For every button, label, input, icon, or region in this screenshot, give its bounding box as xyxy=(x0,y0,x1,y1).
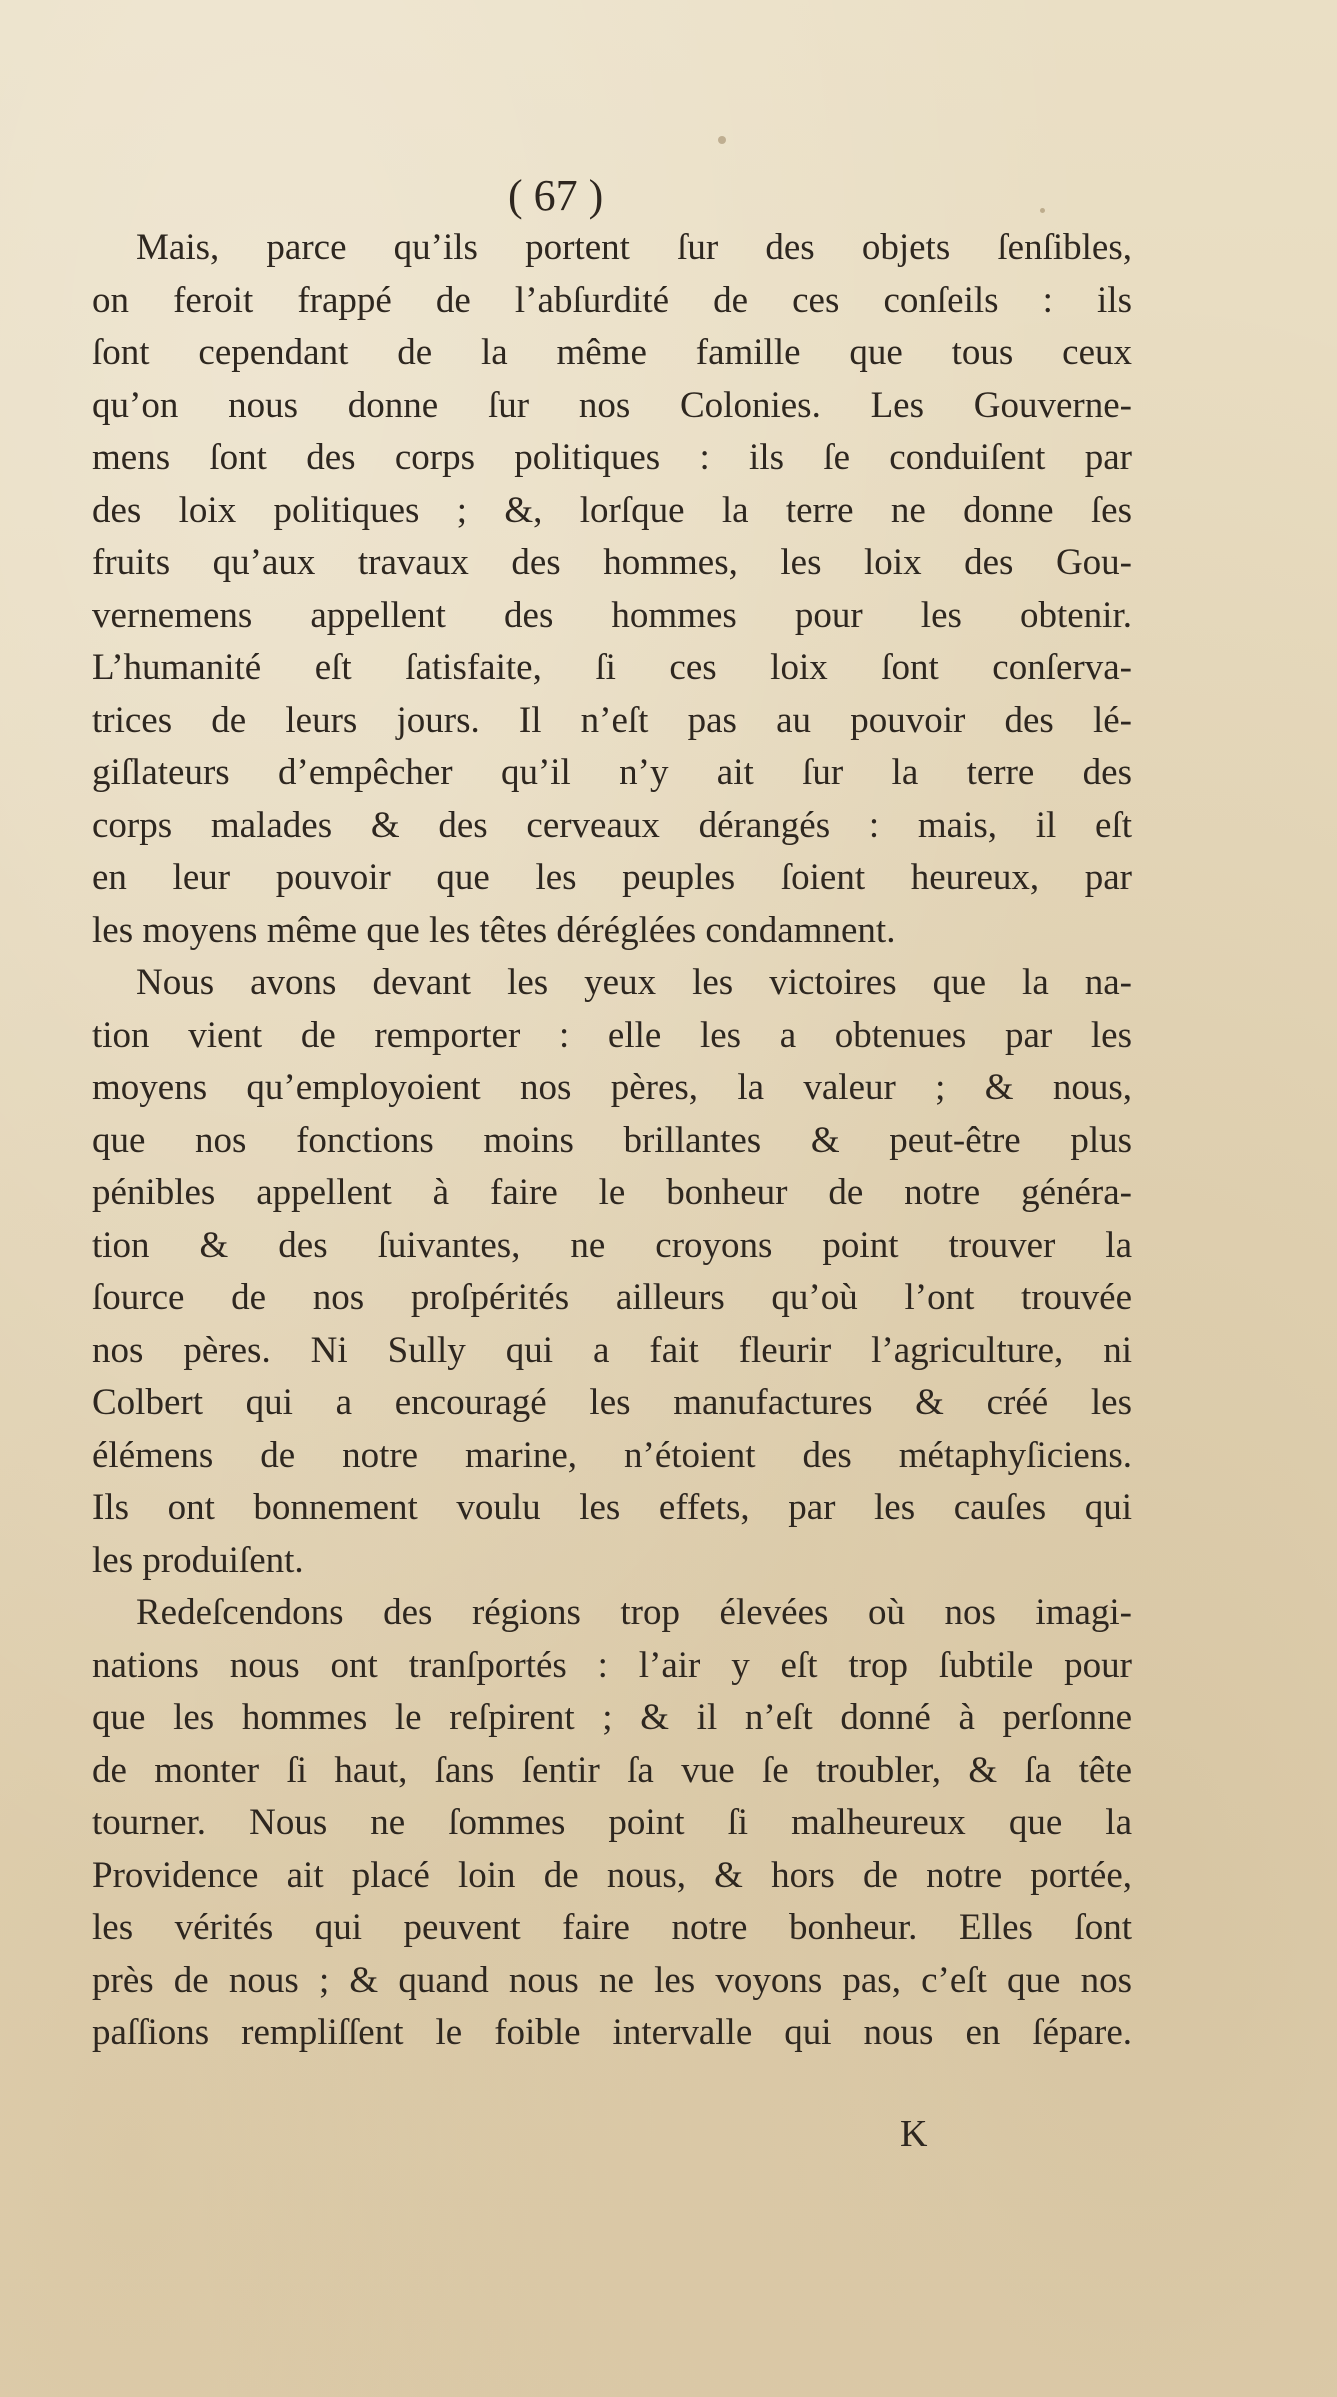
text-line: Providence ait placé loin de nous, & hors de notre portée, xyxy=(92,1854,1132,1896)
text-line: Ils ont bonnement voulu les effets, par les cauſes qui xyxy=(92,1487,1132,1528)
text-line: on feroit frappé de l’abſurdité de ces conſeils : ils xyxy=(92,279,1132,321)
text-line: pénibles appellent à faire le bonheur de notre généra- xyxy=(92,1172,1132,1213)
text-line: giſlateurs d’empêcher qu’il n’y ait ſur la terre des xyxy=(92,752,1132,793)
text-line: des loix politiques ; &, lorſque la terre ne donne ſes xyxy=(92,489,1132,531)
text-line: tion vient de remporter : elle les a obtenues par les xyxy=(92,1014,1132,1056)
text-line: corps malades & des cerveaux dérangés : mais, il eſt xyxy=(92,804,1132,846)
text-line: tourner. Nous ne ſommes point ſi malheureux que la xyxy=(92,1802,1132,1843)
text-line: que les hommes le reſpirent ; & il n’eſt donné à perſonne xyxy=(92,1697,1132,1738)
text-line: en leur pouvoir que les peuples ſoient heureux, par xyxy=(92,857,1132,898)
text-line: Mais, parce qu’ils portent ſur des objets ſenſibles, xyxy=(136,227,1132,268)
paper-stain xyxy=(718,136,726,144)
text-line: paſſions rempliſſent le foible intervalle qui nous en ſépare. xyxy=(92,2012,1132,2053)
text-line: Redeſcendons des régions trop élevées où nos imagi- xyxy=(136,1592,1132,1633)
text-line: près de nous ; & quand nous ne les voyons pas, c’eſt que nos xyxy=(92,1959,1132,2001)
text-line: trices de leurs jours. Il n’eſt pas au pouvoir des lé- xyxy=(92,699,1132,741)
text-line: fruits qu’aux travaux des hommes, les loix des Gou- xyxy=(92,542,1132,583)
text-line: tion & des ſuivantes, ne croyons point trouver la xyxy=(92,1224,1132,1266)
page-number: ( 67 ) xyxy=(508,171,604,220)
text-line: les vérités qui peuvent faire notre bonheur. Elles ſont xyxy=(92,1907,1132,1948)
text-line: Colbert qui a encouragé les manufactures & créé les xyxy=(92,1382,1132,1423)
text-line: nos pères. Ni Sully qui a fait fleurir l’agriculture, ni xyxy=(92,1329,1132,1371)
text-line: les moyens même que les têtes déréglées condamnent. xyxy=(92,909,896,951)
signature-mark: K xyxy=(900,2113,928,2155)
text-line: les produiſent. xyxy=(92,1539,304,1581)
text-line: L’humanité eſt ſatisfaite, ſi ces loix ſont conſerva- xyxy=(92,647,1132,688)
text-line: mens ſont des corps politiques : ils ſe conduiſent par xyxy=(92,437,1132,478)
text-line: que nos fonctions moins brillantes & peut-être plus xyxy=(92,1119,1132,1161)
text-line: de monter ſi haut, ſans ſentir ſa vue ſe troubler, & ſa tête xyxy=(92,1749,1132,1791)
text-line: qu’on nous donne ſur nos Colonies. Les Gouverne- xyxy=(92,384,1132,426)
text-line: ſource de nos proſpérités ailleurs qu’où l’ont trouvée xyxy=(92,1277,1132,1318)
text-line: nations nous ont tranſportés : l’air y eſt trop ſubtile pour xyxy=(92,1644,1132,1686)
text-line: moyens qu’employoient nos pères, la valeur ; & nous, xyxy=(92,1067,1132,1108)
text-line: Nous avons devant les yeux les victoires que la na- xyxy=(136,962,1132,1003)
paper-stain xyxy=(1040,208,1045,213)
text-line: ſont cependant de la même famille que tous ceux xyxy=(92,332,1132,373)
text-line: élémens de notre marine, n’étoient des métaphyſiciens. xyxy=(92,1434,1132,1476)
text-line: vernemens appellent des hommes pour les obtenir. xyxy=(92,594,1132,636)
